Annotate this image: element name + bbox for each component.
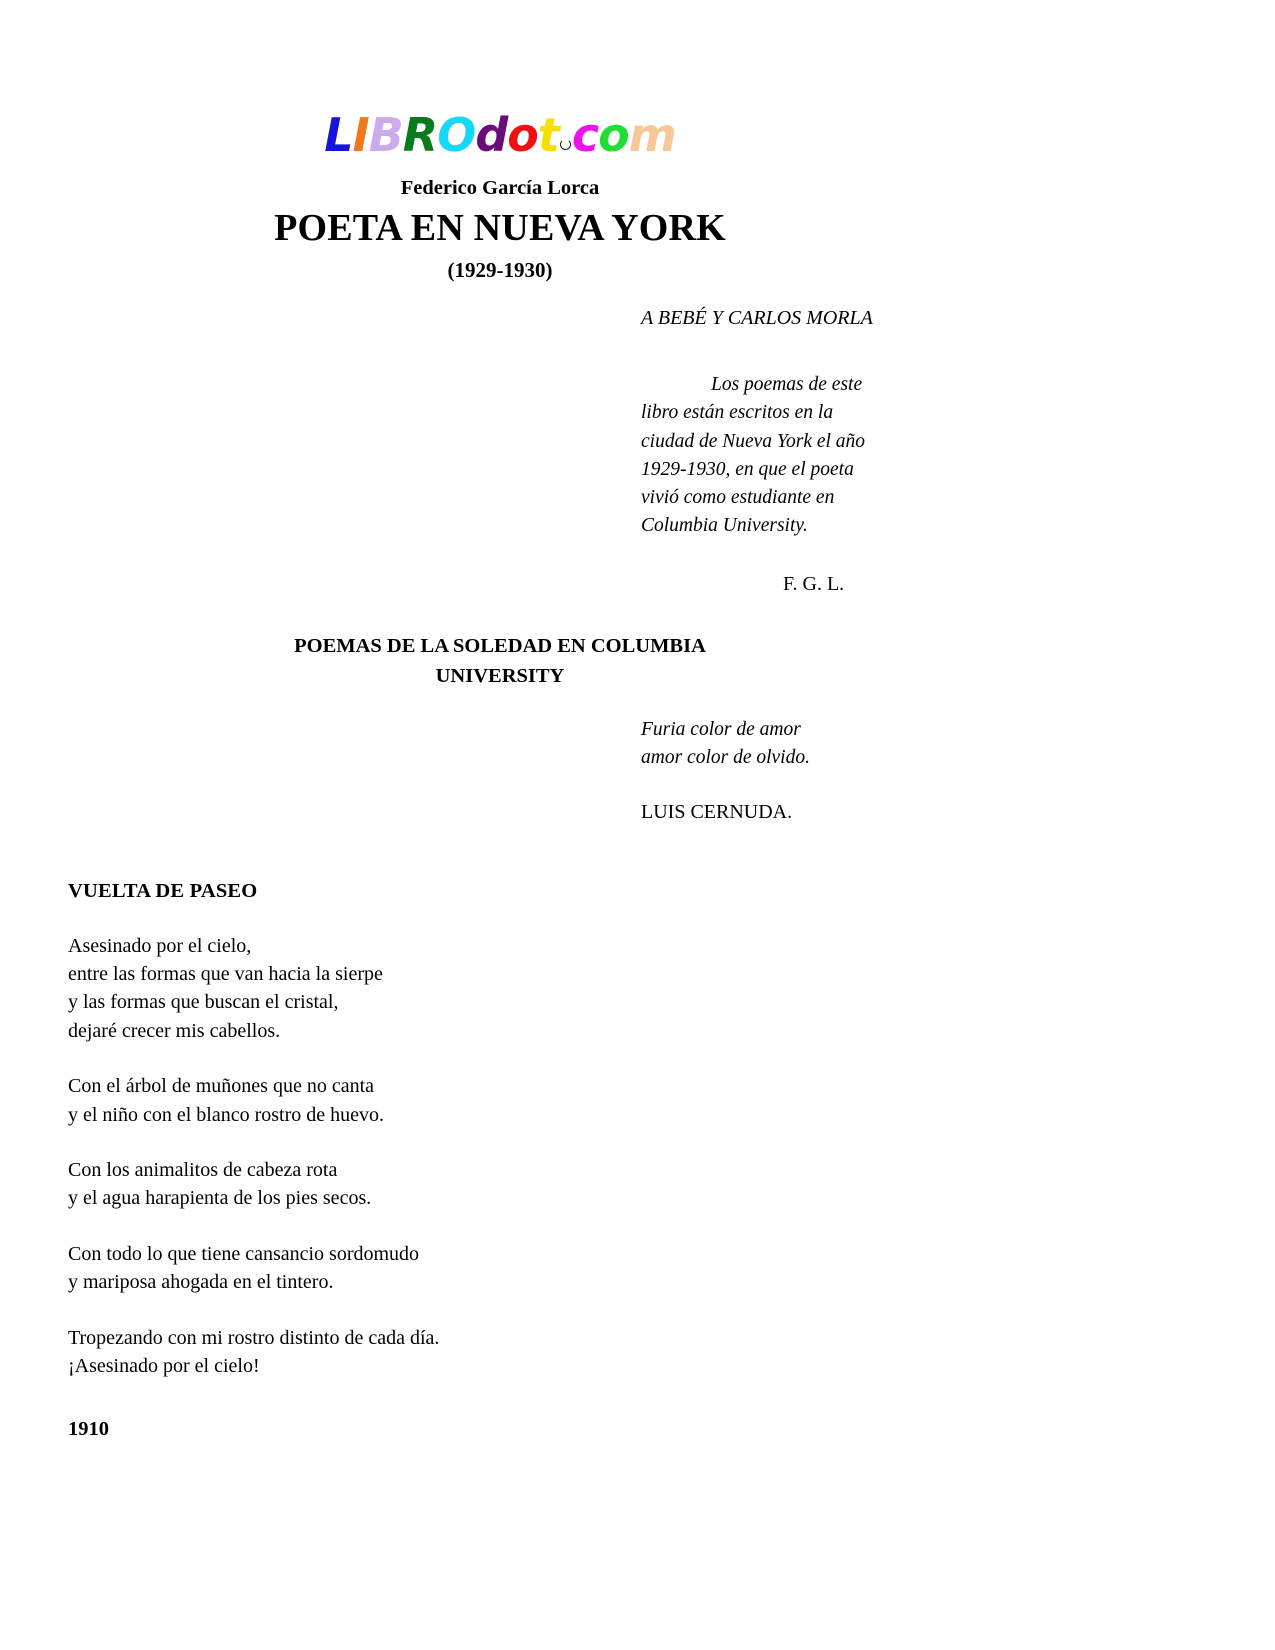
- poem-stanza: [68, 1072, 688, 1129]
- dedication-line: 1929-1930, en que el poeta: [641, 458, 854, 480]
- logo-letter-3: R: [402, 108, 438, 162]
- logo-letter-t2: m: [628, 108, 676, 162]
- author-name: Federico García Lorca: [400, 177, 600, 199]
- dedication-line: libro están escritos en la: [641, 402, 834, 424]
- poem-verse: ¡Asesinado por el cielo!: [68, 1354, 260, 1377]
- poem-verse: dejaré crecer mis cabellos.: [68, 1019, 281, 1042]
- epigraph-line: amor color de olvido.: [641, 746, 810, 768]
- dedication-heading: A BEBÉ Y CARLOS MORLA: [641, 307, 873, 329]
- poem-date: 1910: [68, 1418, 109, 1441]
- poem-verse: Con el árbol de muñones que no canta: [68, 1075, 375, 1098]
- poem-stanzas: [68, 932, 688, 1381]
- poem-verse: y mariposa ahogada en el tintero.: [68, 1271, 334, 1294]
- logo-letter-1: I: [352, 108, 369, 162]
- section-heading-line: UNIVERSITY: [435, 664, 565, 687]
- dedication-text: [641, 371, 941, 541]
- poem-verse: Con todo lo que tiene cansancio sordomudo: [68, 1242, 420, 1265]
- dedication-line: Los poemas de este: [711, 374, 863, 395]
- title-years: (1929-1930): [447, 257, 553, 282]
- logo-dot-icon: [559, 138, 572, 151]
- librodot-logo[interactable]: [324, 108, 676, 162]
- poem-title: VUELTA DE PASEO: [68, 880, 258, 902]
- site-logo-container: [0, 108, 1000, 162]
- dedication-signature: F. G. L.: [783, 572, 845, 595]
- epigraph-line: Furia color de amor: [641, 719, 801, 740]
- poem-verse: y el agua harapienta de los pies secos.: [68, 1187, 372, 1210]
- section-heading: [0, 632, 1000, 691]
- logo-letter-6: o: [507, 108, 538, 162]
- dedication-line: vivió como estudiante en: [641, 487, 835, 509]
- poem-verse: entre las formas que van hacia la sierpe: [68, 963, 383, 986]
- dedication-block: [641, 306, 941, 597]
- logo-letter-5: d: [475, 108, 508, 162]
- poem-stanza: [68, 1324, 688, 1381]
- poem-verse: y las formas que buscan el cristal,: [68, 991, 339, 1014]
- logo-letter-2: B: [368, 108, 403, 162]
- logo-letter-4: O: [437, 108, 476, 162]
- section-heading-line: POEMAS DE LA SOLEDAD EN COLUMBIA: [294, 635, 706, 657]
- poem-verse: Asesinado por el cielo,: [68, 934, 252, 957]
- poem-stanza: [68, 932, 688, 1046]
- poem-verse: y el niño con el blanco rostro de huevo.: [68, 1103, 385, 1126]
- poem-block: [68, 878, 688, 1443]
- poem-verse: Con los animalitos de cabeza rota: [68, 1158, 338, 1181]
- poem-stanza: [68, 1240, 688, 1297]
- dedication-line: ciudad de Nueva York el año: [641, 430, 866, 452]
- page-title: POETA EN NUEVA YORK: [274, 207, 726, 249]
- logo-letter-7: t: [537, 108, 559, 162]
- logo-letter-t0: c: [571, 108, 599, 162]
- logo-letter-0: L: [324, 108, 353, 162]
- poem-stanza: [68, 1156, 688, 1213]
- dedication-line: Columbia University.: [641, 515, 808, 537]
- poem-verse: Tropezando con mi rostro distinto de cada día.: [68, 1326, 440, 1349]
- epigraph-block: [641, 716, 961, 825]
- epigraph-author: LUIS CERNUDA.: [641, 801, 793, 824]
- title-block: [0, 176, 1000, 283]
- epigraph-quote: [641, 716, 961, 771]
- logo-letter-t1: o: [598, 108, 629, 162]
